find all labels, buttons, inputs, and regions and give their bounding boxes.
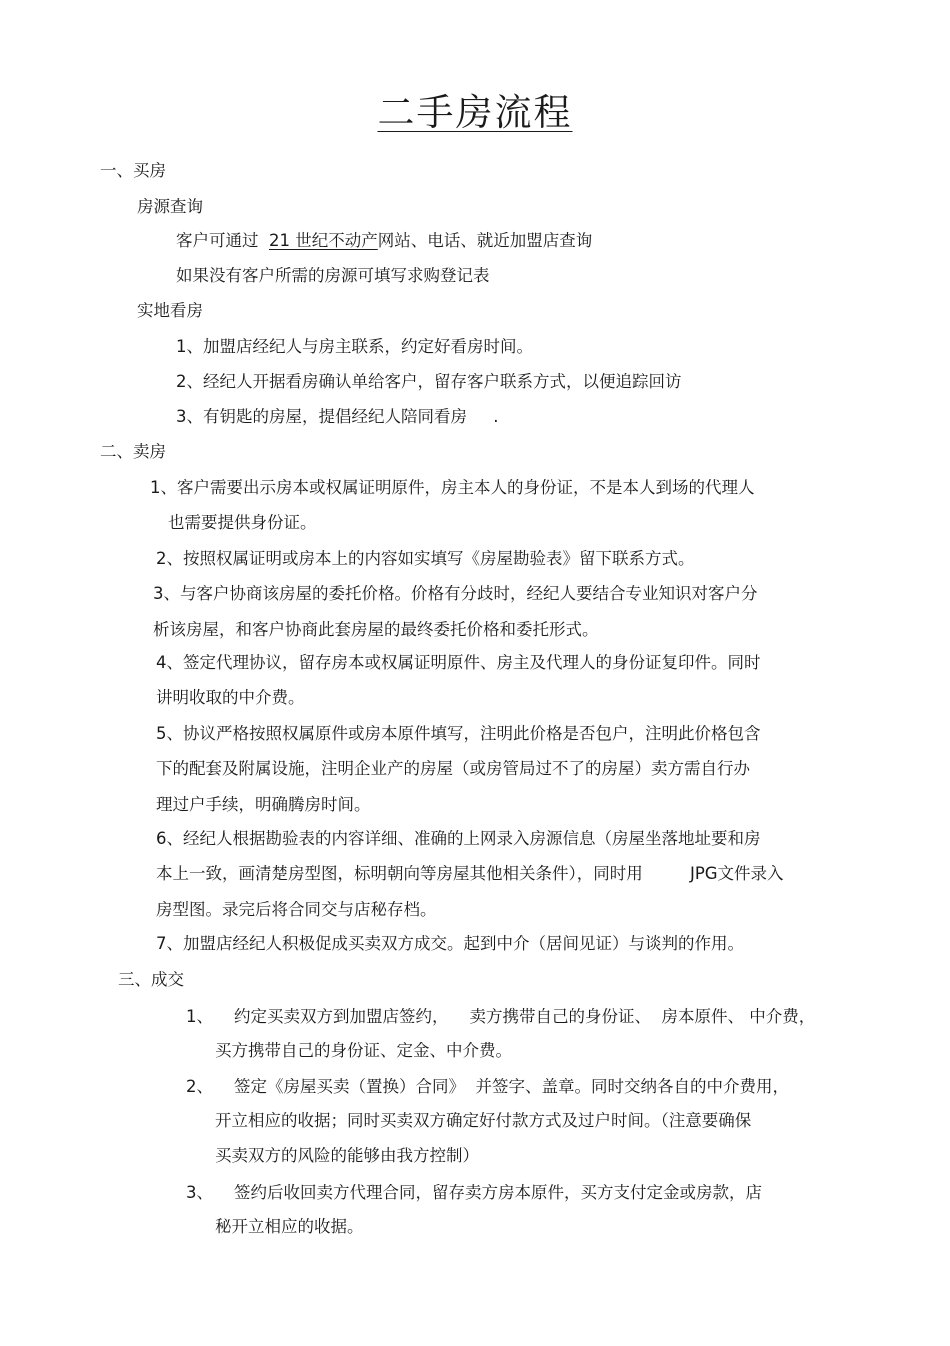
listing-search-text-a: 客户可通过: [176, 231, 269, 250]
deal-item-2-line-2: 开立相应的收据；同时买卖双方确定好付款方式及过户时间。（注意要确保: [215, 1111, 752, 1130]
sell-item-3-line-2: 析该房屋，和客户协商此套房屋的最终委托价格和委托形式。: [153, 620, 599, 639]
deal-item-2-line-1: 2、 签定《房屋买卖（置换）合同》 并签字、盖章。同时交纳各自的中介费用，: [186, 1077, 789, 1096]
listing-search-text-b: 网站、电话、就近加盟店查询: [377, 231, 593, 250]
listing-search-line-2: 如果没有客户所需的房源可填写求购登记表: [176, 266, 490, 285]
deal-item-1-line-2: 买方携带自己的身份证、定金、中介费。: [215, 1041, 512, 1060]
subheading-listing-search: 房源查询: [137, 197, 203, 216]
deal-item-3-line-2: 秘开立相应的收据。: [215, 1217, 364, 1236]
sell-item-6-line-1: 6、经纪人根据勘验表的内容详细、准确的上网录入房源信息（房屋坐落地址要和房: [156, 829, 761, 848]
sell-item-3-line-1: 3、与客户协商该房屋的委托价格。价格有分歧时，经纪人要结合专业知识对客户分: [153, 584, 758, 603]
sell-item-7-line-1: 7、加盟店经纪人积极促成买卖双方成交。起到中介（居间见证）与谈判的作用。: [156, 934, 744, 953]
section-heading-buy: 一、买房: [100, 161, 166, 180]
website-link: 21 世纪不动产: [269, 231, 378, 250]
section-heading-sell: 二、卖房: [100, 442, 166, 461]
deal-item-2-line-3: 买卖双方的风险的能够由我方控制）: [215, 1146, 479, 1165]
listing-search-line-1: [176, 230, 592, 252]
sell-item-6-line-2: 本上一致，画清楚房型图，标明朝向等房屋其他相关条件），同时用 JPG文件录入: [156, 864, 784, 883]
sell-item-1-line-2: 也需要提供身份证。: [168, 513, 317, 532]
deal-item-3-line-1: 3、 签约后收回卖方代理合同，留存卖方房本原件，买方支付定金或房款，店: [186, 1183, 762, 1202]
deal-item-1-line-1: 1、 约定买卖双方到加盟店签约， 卖方携带自己的身份证、 房本原件、 中介费，: [186, 1007, 816, 1026]
sell-item-1-line-1: 1、客户需要出示房本或权属证明原件，房主本人的身份证，不是本人到场的代理人: [150, 478, 755, 497]
site-visit-item-2: 2、经纪人开据看房确认单给客户，留存客户联系方式，以便追踪回访: [176, 372, 682, 391]
sell-item-5-line-3: 理过户手续，明确腾房时间。: [156, 795, 371, 814]
site-visit-item-1: 1、加盟店经纪人与房主联系，约定好看房时间。: [176, 337, 533, 356]
section-heading-deal: 三、成交: [118, 970, 184, 989]
sell-item-2-line-1: 2、按照权属证明或房本上的内容如实填写《房屋勘验表》留下联系方式。: [156, 549, 695, 568]
sell-item-4-line-2: 讲明收取的中介费。: [156, 688, 305, 707]
sell-item-6-line-3: 房型图。录完后将合同交与店秘存档。: [156, 900, 437, 919]
sell-item-5-line-1: 5、协议严格按照权属原件或房本原件填写，注明此价格是否包户，注明此价格包含: [156, 724, 761, 743]
page-title: [0, 88, 950, 138]
sell-item-5-line-2: 下的配套及附属设施，注明企业产的房屋（或房管局过不了的房屋）卖方需自行办: [156, 759, 750, 778]
site-visit-item-3: 3、有钥匙的房屋，提倡经纪人陪同看房 .: [176, 407, 499, 426]
sell-item-4-line-1: 4、签定代理协议，留存房本或权属证明原件、房主及代理人的身份证复印件。同时: [156, 653, 761, 672]
subheading-site-visit: 实地看房: [137, 301, 203, 320]
page-title-text: 二手房流程: [377, 91, 573, 134]
